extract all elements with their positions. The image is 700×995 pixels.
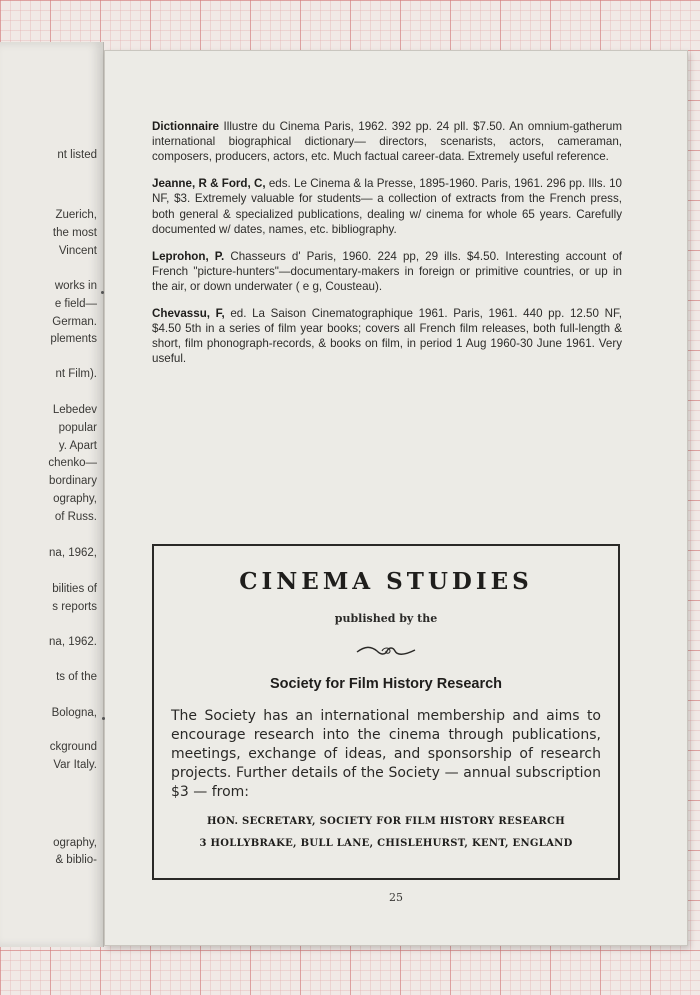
left-fragment: ography, [53, 837, 97, 849]
left-fragment: s reports [52, 601, 97, 613]
ornament-flourish-icon [355, 644, 417, 658]
left-fragment: na, 1962. [49, 636, 97, 648]
ad-address-line: HON. SECRETARY, SOCIETY FOR FILM HISTORY RESEARCH [206, 816, 566, 827]
entry-text: ed. La Saison Cinematographique 1961. Paris, 1961. 440 pp. 12.50 NF, $4.50 5th in a series of film year books; covers all French film releases, both full-length & short, film phonograph-records, & books on film, in period 1 Aug 1960-30 June 1961. Very useful. [152, 306, 622, 366]
left-fragment: ts of the [56, 671, 97, 683]
advertisement-box [152, 544, 620, 880]
left-fragment: e field— [54, 298, 97, 310]
left-fragment: nt listed [57, 149, 97, 161]
left-fragment: Var Italy. [53, 759, 97, 771]
entry-title: Jeanne, R & Ford, C, [152, 177, 266, 191]
ad-address-line: 3 HOLLYBRAKE, BULL LANE, CHISLEHURST, KENT, ENGLAND [199, 838, 573, 849]
left-fragment: of Russ. [54, 511, 97, 523]
left-fragment: Zuerich, [55, 209, 97, 221]
left-fragment: & biblio- [55, 854, 97, 866]
entry-text: Illustre du Cinema Paris, 1962. 392 pp. 24 pll. $7.50. An omnium-gatherum international biographical dictionary— directors, scenarists, actors, cameraman, composers, producers, actors, etc. Much factual career-data. Extremely useful reference. [152, 120, 622, 164]
ad-published-by: published by the [334, 612, 438, 625]
bibliography-list [152, 119, 622, 376]
left-fragment: German. [52, 316, 97, 328]
entry-text: Chasseurs d' Paris, 1960. 224 pp, 29 ills. $4.50. Interesting account of French "picture-hunters"—documentary-makers in foreign or primitive countries, or up in the air, or down underwater ( e g, Cousteau). [152, 249, 622, 294]
left-fragment: ography, [53, 493, 97, 505]
left-fragment: ckground [49, 741, 97, 753]
left-fragment: works in [54, 280, 97, 292]
left-fragment: na, 1962, [49, 547, 97, 559]
right-page [104, 50, 688, 946]
left-fragment: Vincent [58, 245, 97, 257]
entry-title: Dictionnaire [152, 120, 219, 133]
left-fragment: plements [50, 333, 97, 345]
entry-text: eds. Le Cinema & la Presse, 1895-1960. Paris, 1961. 296 pp. Ills. 10 NF, $3. Extremely valuable for students— a collection of extracts from the French press, both general & specialized publications, dealing w/ cinema for whole 65 years. Carefully documented w/ dates, names, etc. bibliography. [152, 177, 622, 236]
left-fragment: Lebedev [52, 404, 97, 416]
left-fragment: the most [52, 227, 97, 239]
binding-staple-mark [102, 717, 105, 720]
ad-body-text: The Society has an international membership and aims to encourage research into the cinema through publications, meetings, exchange of ideas, and sponsorship of research projects. Further details of the Society — annual subscription $3 — from: [171, 708, 601, 800]
page-number: 25 [389, 891, 403, 904]
left-fragment: bordinary [49, 475, 97, 487]
left-fragment: Bologna, [51, 707, 97, 719]
entry-title: Leprohon, P. [152, 249, 225, 263]
left-fragment: chenko— [48, 457, 97, 469]
left-fragment: y. Apart [58, 440, 97, 452]
left-fragment: bilities of [52, 583, 97, 595]
bibliography-entry [152, 176, 622, 237]
bibliography-entry [152, 119, 622, 165]
ad-society-name: Society for Film History Research [269, 676, 503, 692]
binding-staple-mark [101, 291, 104, 294]
left-fragment: nt Film). [55, 368, 97, 380]
left-fragment: popular [58, 422, 97, 434]
bibliography-entry [152, 249, 622, 295]
ad-title: CINEMA STUDIES [239, 568, 533, 595]
bibliography-entry [152, 306, 622, 367]
entry-title: Chevassu, F, [152, 306, 225, 320]
left-page [0, 42, 104, 947]
